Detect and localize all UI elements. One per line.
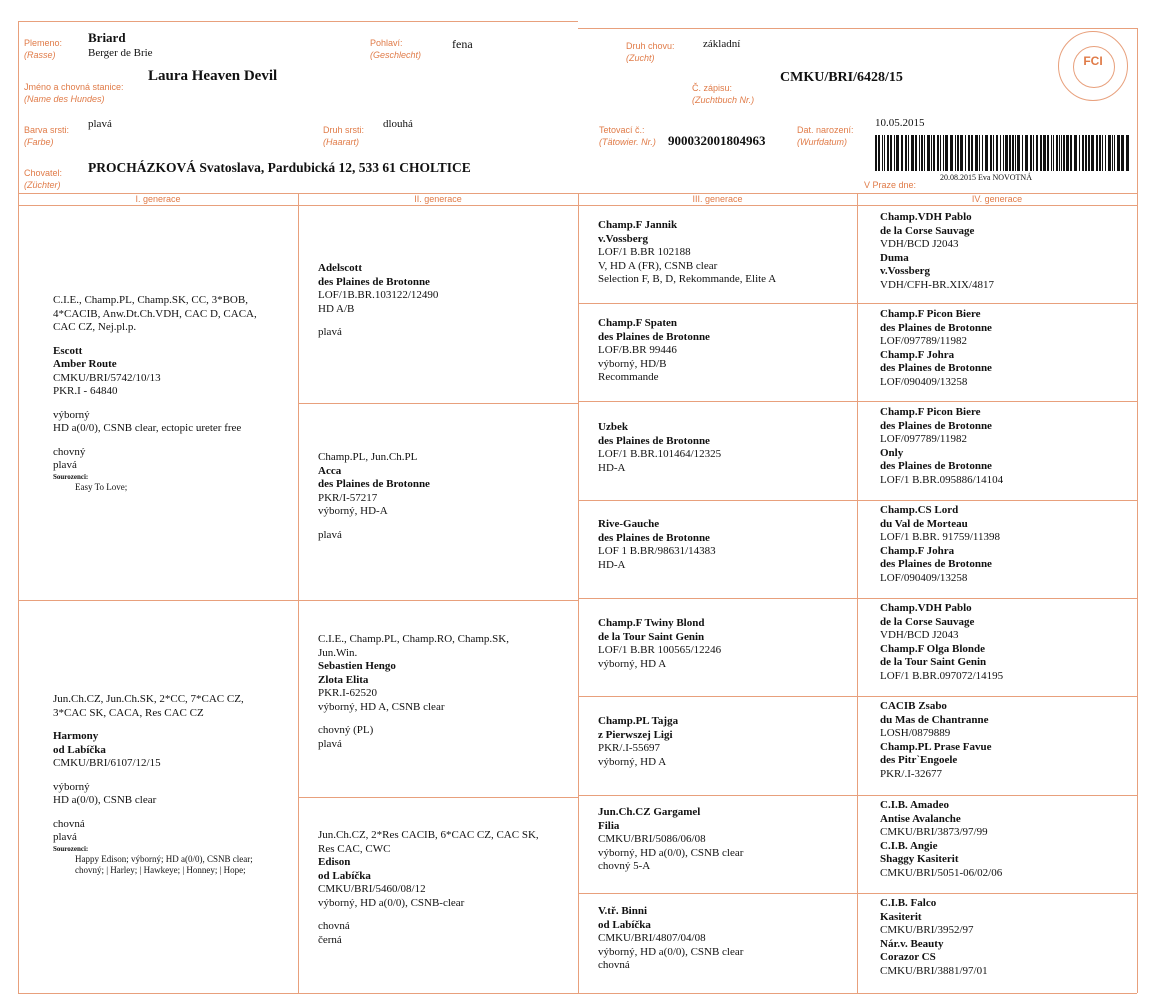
- gen2-split-3: [298, 797, 578, 798]
- breed-fr-value: Berger de Brie: [88, 47, 153, 59]
- color-label: Barva srsti: (Farbe): [24, 125, 70, 147]
- gen34-split-6: [578, 795, 1137, 796]
- right-rule: [1137, 28, 1138, 993]
- gen2-cell-1: Adelscott des Plaines de Brotonne LOF/1B.BR.103122/12490 HD A/B plavá: [318, 262, 439, 338]
- gen2-cell-4: Jun.Ch.CZ, 2*Res CACIB, 6*CAC CZ, CAC SK, Res CAC, CWC Edison od Labíčka CMKU/BRI/5460/08/12 výborný, HD a(0/0), CSNB-clear chovná černá: [318, 829, 539, 946]
- col-rule-2: [578, 193, 579, 993]
- gen1-dam: Jun.Ch.CZ, Jun.Ch.SK, 2*CC, 7*CAC CZ, 3*CAC SK, CACA, Res CAC CZ Harmony od Labíčka CMKU/BRI/6107/12/15 výborný HD a(0/0), CSNB clear chovná plavá Sourozenci: Happy Edison; výborný; HD a(0/0), CSNB clear; chovný; | Harley; | Hawkeye; | Honney; | Hope;: [53, 693, 253, 875]
- top-rule-right: [578, 28, 1138, 29]
- gen34-split-7: [578, 893, 1137, 894]
- gen4-cell-5: Champ.VDH Pablo de la Corse Sauvage VDH/BCD J2043 Champ.F Olga Blonde de la Tour Saint Genin LOF/1 B.BR.097072/14195: [880, 602, 1004, 682]
- gen3-cell-7: Jun.Ch.CZ Gargamel Filia CMKU/BRI/5086/06/08 výborný, HD a(0/0), CSNB clear chovný 5-A: [598, 806, 744, 872]
- tattoo-label: Tetovací č.: (Tätowier. Nr.): [599, 125, 656, 147]
- col-rule-3: [857, 193, 858, 993]
- gen4-cell-7: C.I.B. Amadeo Antise Avalanche CMKU/BRI/3873/97/99 C.I.B. Angie Shaggy Kasiterit CMKU/BRI/5051-06/02/06: [880, 799, 1003, 879]
- gen-2-header: II. generace: [414, 194, 462, 204]
- reg-label: Č. zápisu: (Zuchtbuch Nr.): [692, 83, 755, 105]
- gen2-cell-2: Champ.PL, Jun.Ch.PL Acca des Plaines de Brotonne PKR/I-57217 výborný, HD-A plavá: [318, 451, 430, 541]
- col-rule-1: [298, 193, 299, 993]
- gen34-split-1: [578, 303, 1137, 304]
- gen1-split: [18, 600, 298, 601]
- gen4-cell-4: Champ.CS Lord du Val de Morteau LOF/1 B.BR. 91759/11398 Champ.F Johra des Plaines de Brotonne LOF/090409/13258: [880, 504, 1000, 584]
- gen34-split-2: [578, 401, 1137, 402]
- place-label: V Praze dne:: [864, 180, 917, 190]
- dog-name: Laura Heaven Devil: [148, 68, 278, 84]
- hair-value: dlouhá: [383, 118, 413, 130]
- color-value: plavá: [88, 118, 112, 130]
- gen4-cell-8: C.I.B. Falco Kasiterit CMKU/BRI/3952/97 Nár.v. Beauty Corazor CS CMKU/BRI/3881/97/01: [880, 897, 988, 977]
- gen34-split-4: [578, 598, 1137, 599]
- fci-logo: FCI: [1058, 31, 1128, 101]
- birth-label: Dat. narození: (Wurfdatum): [797, 125, 854, 147]
- gen1-sire: C.I.E., Champ.PL, Champ.SK, CC, 3*BOB, 4*CACIB, Anw.Dt.Ch.VDH, CAC D, CACA, CAC CZ, Nej.pl.p. Escott Amber Route CMKU/BRI/5742/10/13 PKR.I - 64840 výborný HD a(0/0), CSNB clear, ectopic ureter free chovný plavá Sourozenci: Easy To Love;: [53, 294, 257, 492]
- sex-value: fena: [452, 37, 473, 51]
- breeder-value: PROCHÁZKOVÁ Svatoslava, Pardubická 12, 533 61 CHOLTICE: [88, 160, 471, 175]
- gen4-cell-3: Champ.F Picon Biere des Plaines de Brotonne LOF/097789/11982 Only des Plaines de Brotonne LOF/1 B.BR.095886/14104: [880, 406, 1004, 486]
- gen3-cell-6: Champ.PL Tajga z Pierwszej Ligi PKR/.I-55697 výborný, HD A: [598, 715, 679, 768]
- gen4-cell-6: CACIB Zsabo du Mas de Chantranne LOSH/0879889 Champ.PL Prase Favue des Pitr`Engoele PKR/.I-32677: [880, 700, 992, 780]
- gen-4-header: IV. generace: [971, 194, 1023, 204]
- gen3-cell-4: Rive-Gauche des Plaines de Brotonne LOF 1 B.BR/98631/14383 HD-A: [598, 518, 716, 571]
- gen3-cell-1: Champ.F Jannik v.Vossberg LOF/1 B.BR 102188 V, HD A (FR), CSNB clear Selection F, B, D, Rekommande, Elite A: [598, 219, 777, 285]
- breeder-label: Chovatel: (Züchter): [24, 168, 63, 190]
- breed-value: Briard: [88, 30, 126, 45]
- type-value: základní: [703, 38, 741, 50]
- sex-label: Pohlaví: (Geschlecht): [370, 38, 422, 60]
- breed-label: Plemeno: (Rasse): [24, 38, 63, 60]
- gen34-split-5: [578, 696, 1137, 697]
- left-rule: [18, 21, 19, 993]
- birth-value: 10.05.2015: [875, 117, 925, 129]
- name-label: Jméno a chovná stanice: (Name des Hundes): [24, 82, 124, 104]
- type-label: Druh chovu: (Zucht): [626, 41, 675, 63]
- gen-3-header: III. generace: [692, 194, 743, 204]
- gen2-split-1: [298, 403, 578, 404]
- tattoo-value: 900032001804963: [668, 133, 766, 148]
- gen3-cell-8: V.tř. Binni od Labíčka CMKU/BRI/4807/04/08 výborný, HD a(0/0), CSNB clear chovná: [598, 905, 744, 971]
- bottom-rule: [18, 993, 1137, 994]
- gen-1-header: I. generace: [135, 194, 181, 204]
- gen3-cell-3: Uzbek des Plaines de Brotonne LOF/1 B.BR.101464/12325 HD-A: [598, 421, 722, 474]
- issued-value: 20.08.2015 Eva NOVOTNÁ: [940, 173, 1032, 182]
- gen4-cell-1: Champ.VDH Pablo de la Corse Sauvage VDH/BCD J2043 Duma v.Vossberg VDH/CFH-BR.XIX/4817: [880, 211, 994, 291]
- hair-label: Druh srsti: (Haarart): [323, 125, 365, 147]
- barcode-icon: [875, 135, 1133, 171]
- gen2-cell-3: C.I.E., Champ.PL, Champ.RO, Champ.SK, Jun.Win. Sebastien Hengo Zlota Elita PKR.I-62520 výborný, HD A, CSNB clear chovný (PL) plavá: [318, 633, 509, 750]
- gen34-split-3: [578, 500, 1137, 501]
- gen3-cell-2: Champ.F Spaten des Plaines de Brotonne LOF/B.BR 99446 výborný, HD/B Recommande: [598, 317, 710, 383]
- gen4-cell-2: Champ.F Picon Biere des Plaines de Brotonne LOF/097789/11982 Champ.F Johra des Plaines de Brotonne LOF/090409/13258: [880, 308, 992, 388]
- gen2-split-2: [298, 600, 578, 601]
- top-rule-left: [18, 21, 578, 22]
- reg-value: CMKU/BRI/6428/15: [780, 70, 903, 85]
- gen3-cell-5: Champ.F Twiny Blond de la Tour Saint Genin LOF/1 B.BR 100565/12246 výborný, HD A: [598, 617, 722, 670]
